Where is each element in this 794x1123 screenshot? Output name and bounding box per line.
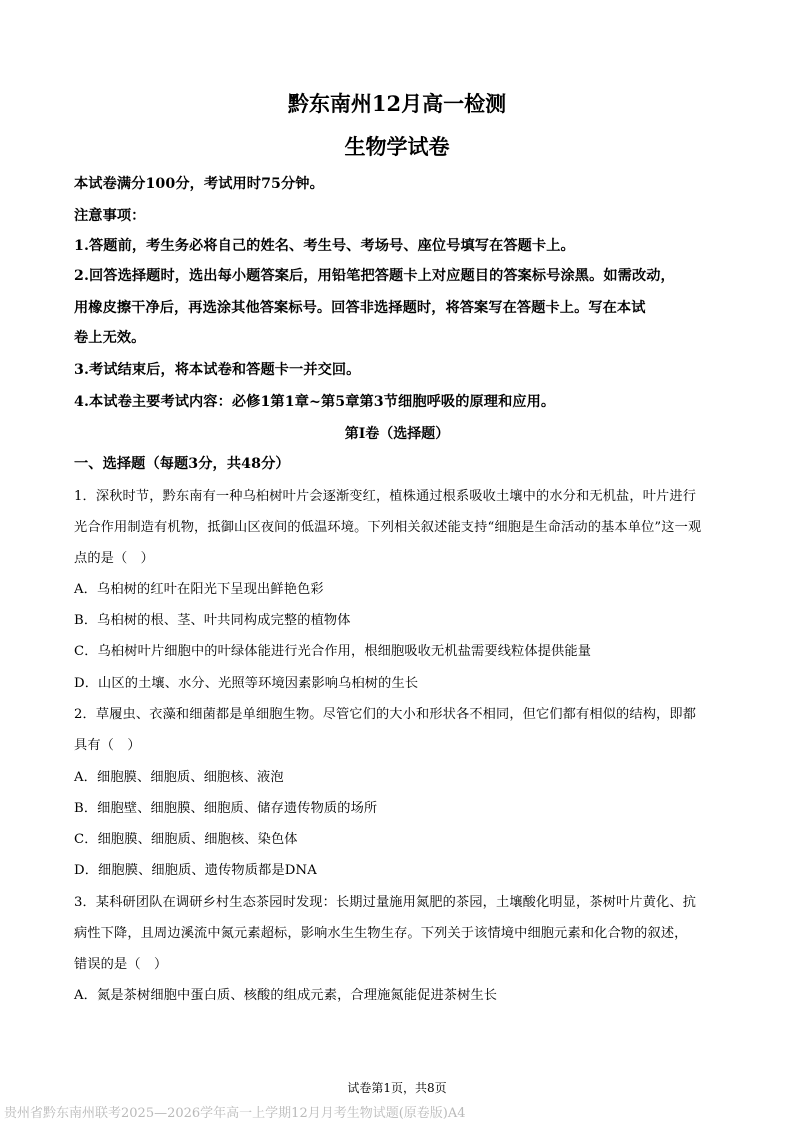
notice-item-2-line-1: 2.回答选择题时，选出每小题答案后，用铅笔把答题卡上对应题目的答案标号涂黑。如需改动， (74, 268, 675, 284)
exam-subtitle: 生物学试卷 (344, 134, 450, 159)
question-1-option-c: C．乌桕树叶片细胞中的叶绿体能进行光合作用，根细胞吸收无机盐需要线粒体提供能量 (74, 644, 592, 659)
section-title: 一、选择题（每题3分，共48分） (74, 456, 290, 472)
exam-intro: 本试卷满分100分，考试用时75分钟。 (74, 176, 324, 192)
notice-heading: 注意事项： (74, 208, 146, 224)
notice-item-4: 4.本试卷主要考试内容：必修1第1章~第5章第3节细胞呼吸的原理和应用。 (74, 394, 556, 410)
part-title: 第Ⅰ卷（选择题） (344, 426, 450, 442)
exam-title: 黔东南州12月高一检测 (287, 91, 507, 116)
question-1-option-d: D．山区的土壤、水分、光照等环境因素影响乌桕树的生长 (74, 676, 419, 691)
question-1-option-b: B．乌桕树的根、茎、叶共同构成完整的植物体 (74, 613, 351, 628)
question-2-option-d: D．细胞膜、细胞质、遗传物质都是DNA (74, 863, 317, 878)
notice-item-2-line-2: 用橡皮擦干净后，再选涂其他答案标号。回答非选择题时，将答案写在答题卡上。写在本试 (74, 300, 646, 316)
notice-item-2-line-3: 卷上无效。 (74, 330, 146, 346)
notice-item-3: 3.考试结束后，将本试卷和答题卡一并交回。 (74, 362, 361, 378)
question-3-option-a: A．氮是茶树细胞中蛋白质、核酸的组成元素，合理施氮能促进茶树生长 (74, 988, 498, 1003)
question-3-stem-line-1: 3．某科研团队在调研乡村生态茶园时发现：长期过量施用氮肥的茶园，土壤酸化明显，茶树叶片黄化、抗 (74, 895, 697, 910)
question-2-stem-line-2: 具有（ ） (74, 738, 141, 753)
question-2-option-c: C．细胞膜、细胞质、细胞核、染色体 (74, 832, 298, 847)
question-2-stem-line-1: 2．草履虫、衣藻和细菌都是单细胞生物。尽管它们的大小和形状各不相同，但它们都有相似的结构，即都 (74, 707, 697, 722)
question-2-option-a: A．细胞膜、细胞质、细胞核、液泡 (74, 770, 284, 785)
question-1-stem-line-1: 1．深秋时节，黔东南有一种乌桕树叶片会逐渐变红，植株通过根系吸收土壤中的水分和无机盐，叶片进行 (74, 489, 697, 504)
question-3-stem-line-2: 病性下降，且周边溪流中氮元素超标，影响水生生物生存。下列关于该情境中细胞元素和化合物的叙述， (74, 926, 688, 941)
notice-item-1: 1.答题前，考生务必将自己的姓名、考生号、考场号、座位号填写在答题卡上。 (74, 238, 575, 254)
question-2-option-b: B．细胞壁、细胞膜、细胞质、储存遗传物质的场所 (74, 801, 378, 816)
question-1-option-a: A．乌桕树的红叶在阳光下呈现出鲜艳色彩 (74, 582, 324, 597)
question-1-stem-line-2: 光合作用制造有机物，抵御山区夜间的低温环境。下列相关叙述能支持“细胞是生命活动的基本单位”这一观 (74, 520, 702, 535)
document-watermark: 贵州省黔东南州联考2025—2026学年高一上学期12月月考生物试题(原卷版)A4 (4, 1106, 466, 1121)
page-number: 试卷第1页，共8页 (347, 1081, 447, 1095)
question-1-stem-line-3: 点的是（ ） (74, 551, 155, 566)
question-3-stem-line-3: 错误的是（ ） (74, 957, 168, 972)
